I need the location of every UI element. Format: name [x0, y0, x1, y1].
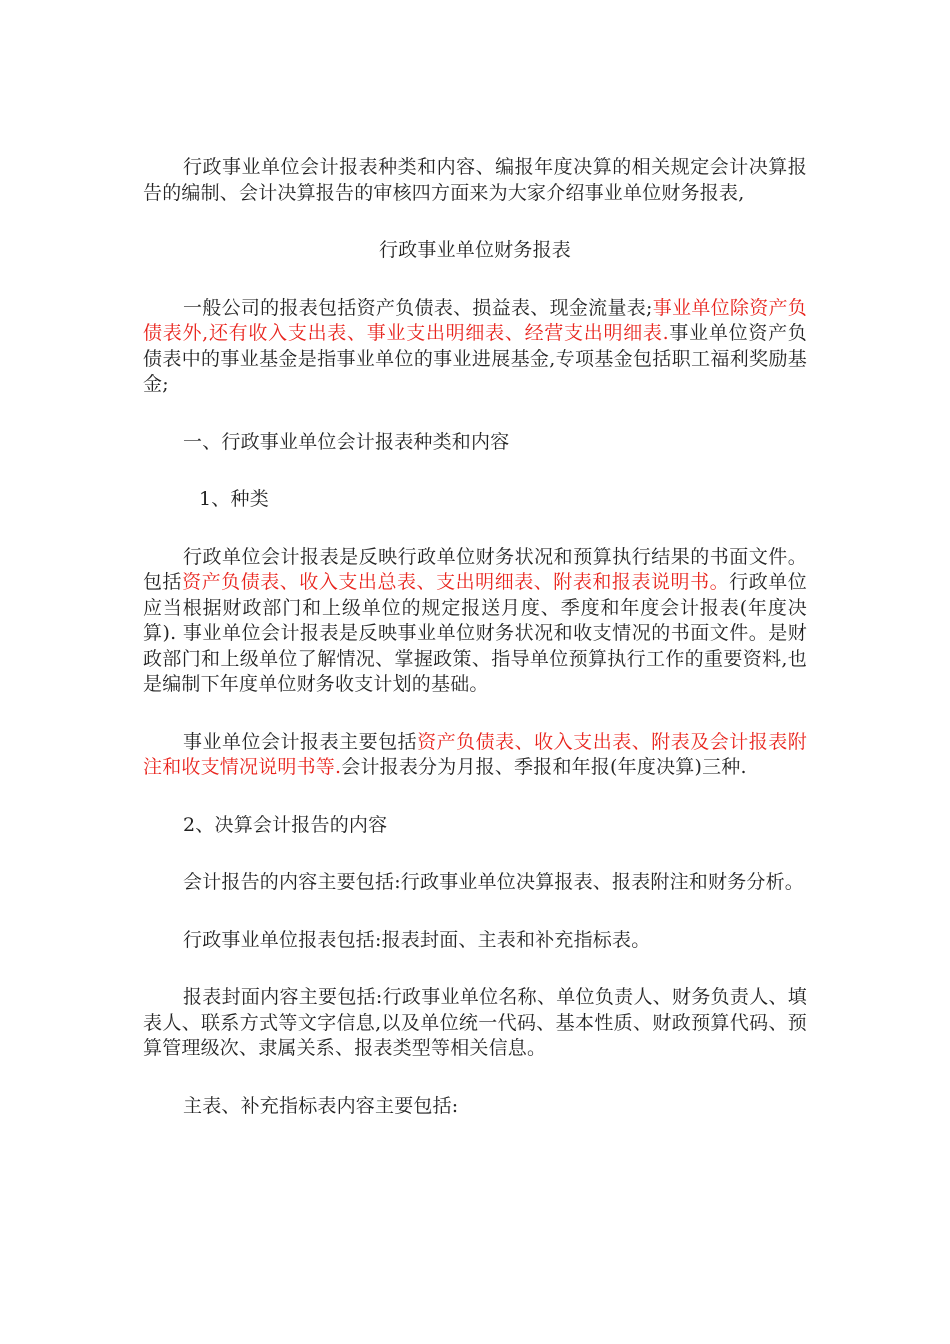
section-heading-1: 一、行政事业单位会计报表种类和内容: [183, 430, 510, 453]
paragraph-institution-reports: [143, 730, 807, 781]
highlight-text: 资产负债表、收入支出总表、支出明细表、附表和报表说明书。: [182, 571, 730, 593]
subsection-heading-2: 2、决算会计报告的内容: [183, 813, 388, 836]
text-segment: 会计报表分为月报、季报和年报(年度决算)三种.: [341, 756, 747, 778]
paragraph-report-composition: 行政事业单位报表包括:报表封面、主表和补充指标表。: [183, 928, 651, 951]
text-segment: 行政单位会计报表是反映行政单位财务状况和预算执行结果的书面文件。包括: [143, 545, 807, 593]
document-title: 行政事业单位财务报表: [378, 239, 571, 261]
intro-paragraph: 行政事业单位会计报表种类和内容、编报年度决算的相关规定会计决算报告的编制、会计决算报告的审核四方面来为大家介绍事业单位财务报表,: [143, 156, 807, 204]
paragraph-report-content: 会计报告的内容主要包括:行政事业单位决算报表、报表附注和财务分析。: [183, 871, 805, 893]
paragraph-report-types: [143, 296, 807, 398]
document-body: [143, 155, 807, 1151]
text-segment: 行政单位应当根据财政部门和上级单位的规定报送月度、季度和年度会计报表(年度决算). 事业单位会计报表是反映事业单位财务状况和收支情况的书面文件。是财政部门和上级单位了解情况、掌握政策、指导单位预算执行工作的重要资料,也是编制下年度单位财务收支计划的基础。: [143, 571, 807, 695]
highlight-text: 资产负债表、收入支出表、附表及会计报表附注和收支情况说明书等.: [143, 730, 807, 778]
highlight-text: 事业单位除资产负债表外,还有收入支出表、事业支出明细表、经营支出明细表.: [143, 296, 808, 344]
paragraph-cover-content: 报表封面内容主要包括:行政事业单位名称、单位负责人、财务负责人、填表人、联系方式等文字信息,以及单位统一代码、基本性质、财政预算代码、预算管理级次、隶属关系、报表类型等相关信息。: [143, 986, 807, 1059]
text-segment: 一般公司的报表包括资产负债表、损益表、现金流量表;: [183, 296, 653, 319]
text-segment: 事业单位资产负债表中的事业基金是指事业单位的事业进展基金,专项基金包括职工福利奖励基金;: [143, 322, 807, 395]
paragraph-main-table-content: 主表、补充指标表内容主要包括:: [183, 1094, 459, 1117]
text-segment: 事业单位会计报表主要包括: [183, 730, 418, 753]
paragraph-admin-reports: [143, 545, 807, 698]
subsection-heading-1: 1、种类: [199, 488, 269, 510]
